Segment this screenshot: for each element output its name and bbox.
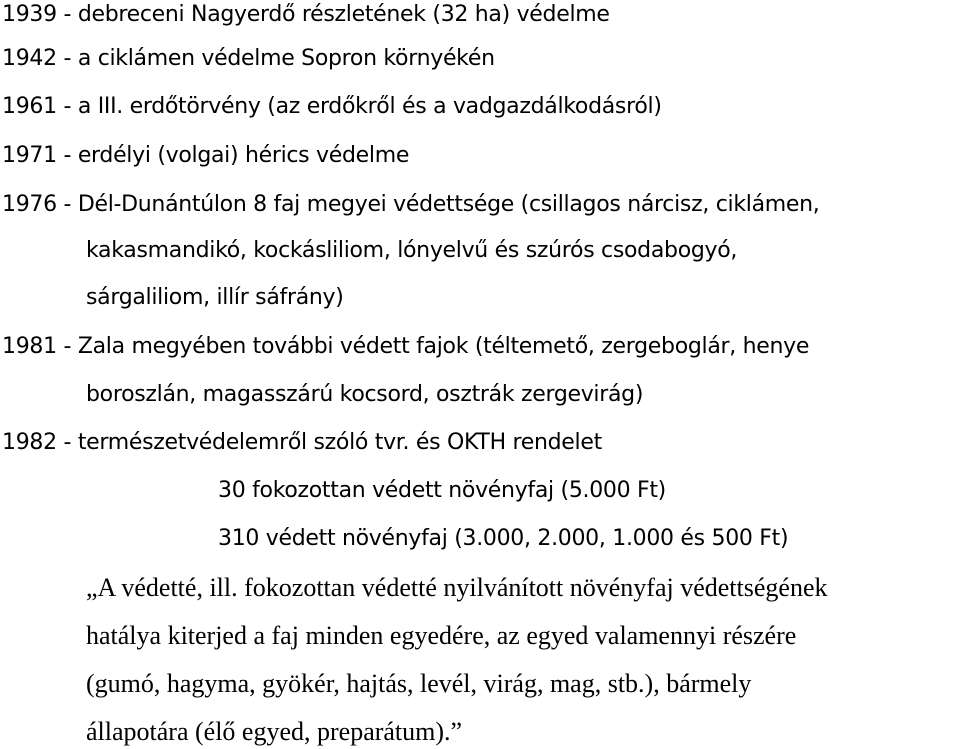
text-line-1981: 1981 - Zala megyében további védett fajok (téltemető, zergeboglár, henye	[2, 334, 810, 359]
text-line-1976: 1976 - Dél-Dunántúlon 8 faj megyei védettsége (csillagos nárcisz, ciklámen,	[2, 192, 820, 217]
text-line-strictly-protected: 30 fokozottan védett növényfaj (5.000 Ft)	[218, 478, 666, 503]
quote-line-1: „A védetté, ill. fokozottan védetté nyilvánított növényfaj védettségének	[86, 573, 828, 602]
text-line-1939: 1939 - debreceni Nagyerdő részletének (32 ha) védelme	[2, 2, 610, 27]
quote-line-4: állapotára (élő egyed, preparátum).”	[86, 717, 463, 746]
quote-line-3: (gumó, hagyma, gyökér, hajtás, levél, virág, mag, stb.), bármely	[86, 669, 752, 698]
text-line-protected: 310 védett növényfaj (3.000, 2.000, 1.000 és 500 Ft)	[218, 526, 789, 551]
text-line-1961: 1961 - a III. erdőtörvény (az erdőkről és a vadgazdálkodásról)	[2, 94, 662, 119]
text-line-1971: 1971 - erdélyi (volgai) hérics védelme	[2, 143, 410, 168]
text-line-1976-cont-2: sárgaliliom, illír sáfrány)	[86, 285, 344, 310]
text-line-1976-cont-1: kakasmandikó, kockásliliom, lónyelvű és szúrós csodabogyó,	[86, 238, 738, 263]
text-line-1982: 1982 - természetvédelemről szóló tvr. és OKTH rendelet	[2, 430, 602, 455]
quote-line-2: hatálya kiterjed a faj minden egyedére, az egyed valamennyi részére	[86, 621, 797, 650]
text-line-1981-cont: boroszlán, magasszárú kocsord, osztrák zergevirág)	[86, 382, 644, 407]
text-line-1942: 1942 - a ciklámen védelme Sopron környékén	[2, 46, 495, 71]
